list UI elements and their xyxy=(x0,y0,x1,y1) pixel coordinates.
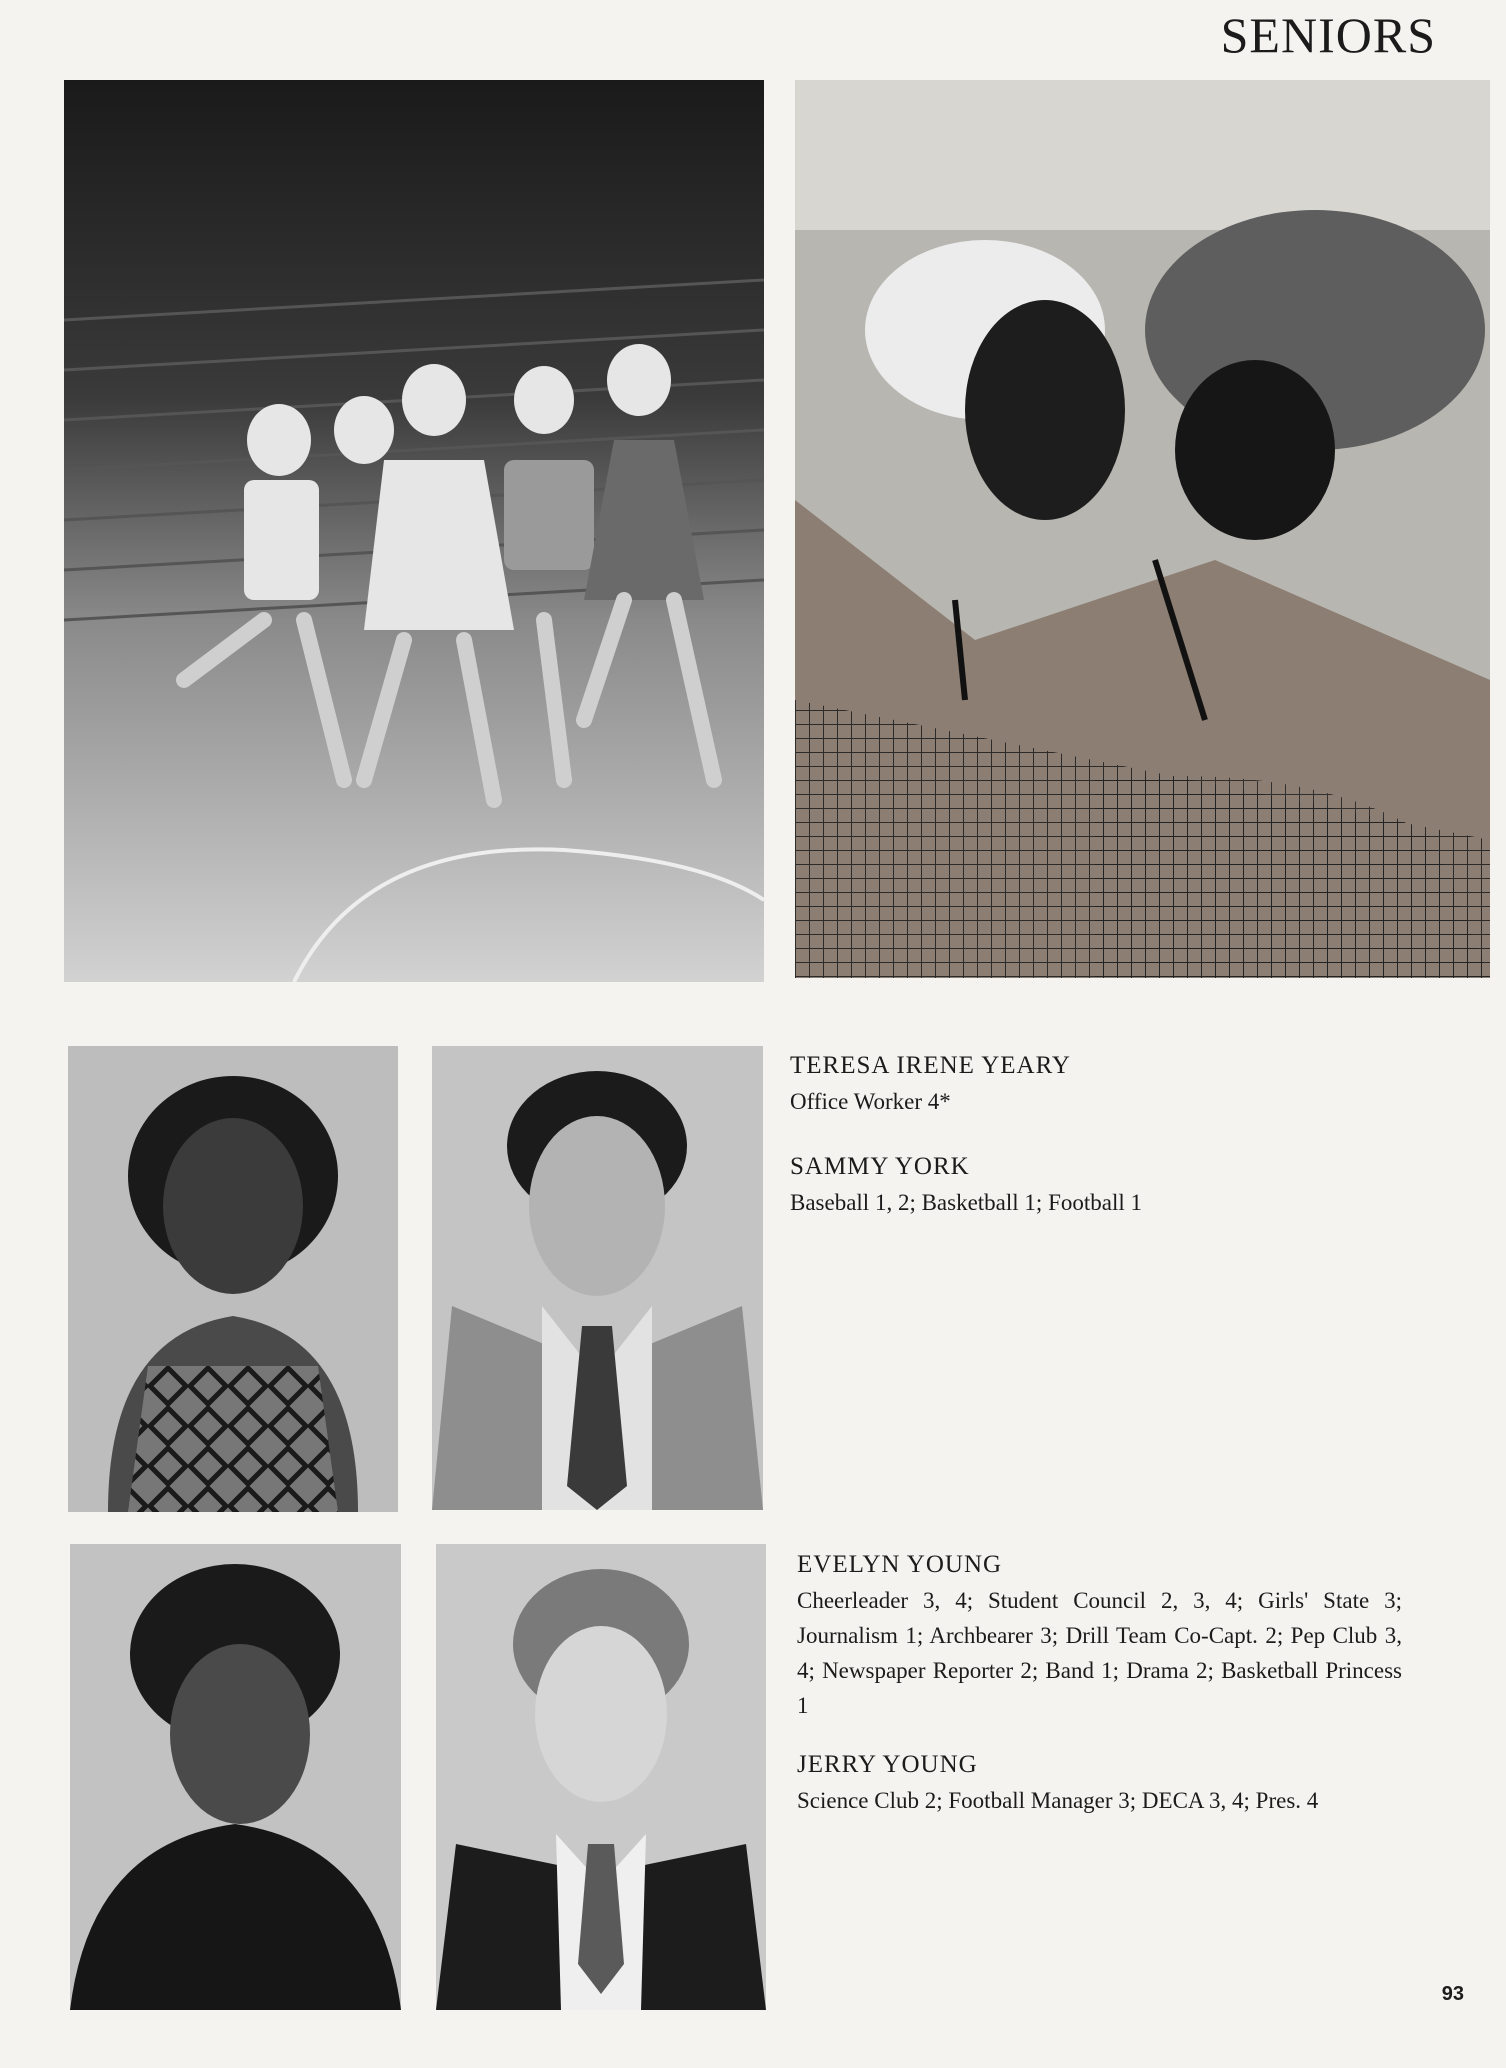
senior-activities: Cheerleader 3, 4; Student Council 2, 3, 4; Girls' State 3; Journalism 1; Archbearer 3; Drill Team Co-Capt. 2; Pep Club 3, 4; Newspaper Reporter 2; Band 1; Drama 2; Basketball Princess 1 xyxy=(797,1588,1402,1718)
senior-activities: Science Club 2; Football Manager 3; DECA 3, 4; Pres. 4 xyxy=(797,1788,1319,1813)
senior-entry xyxy=(797,1551,1402,1723)
senior-entry xyxy=(790,1153,1400,1220)
senior-name: SAMMY YORK xyxy=(790,1153,970,1180)
portrait-teresa-irene-yeary xyxy=(68,1046,398,1512)
senior-name: JERRY YOUNG xyxy=(797,1751,978,1778)
gym-cheerleaders-photo xyxy=(64,80,764,982)
page-number: 93 xyxy=(1441,1983,1464,2005)
portrait-evelyn-young xyxy=(70,1544,401,2010)
portrait-jerry-young xyxy=(436,1544,766,2010)
portrait-sammy-york xyxy=(432,1046,763,1510)
senior-activities: Office Worker 4* xyxy=(790,1089,951,1114)
senior-entry xyxy=(797,1751,1407,1818)
senior-activities: Baseball 1, 2; Basketball 1; Football 1 xyxy=(790,1190,1142,1215)
senior-entry xyxy=(790,1052,1400,1119)
senior-name: EVELYN YOUNG xyxy=(797,1551,1003,1578)
senior-name: TERESA IRENE YEARY xyxy=(790,1052,1071,1079)
students-painting-photo xyxy=(795,80,1490,978)
section-title: SENIORS xyxy=(1220,7,1436,63)
